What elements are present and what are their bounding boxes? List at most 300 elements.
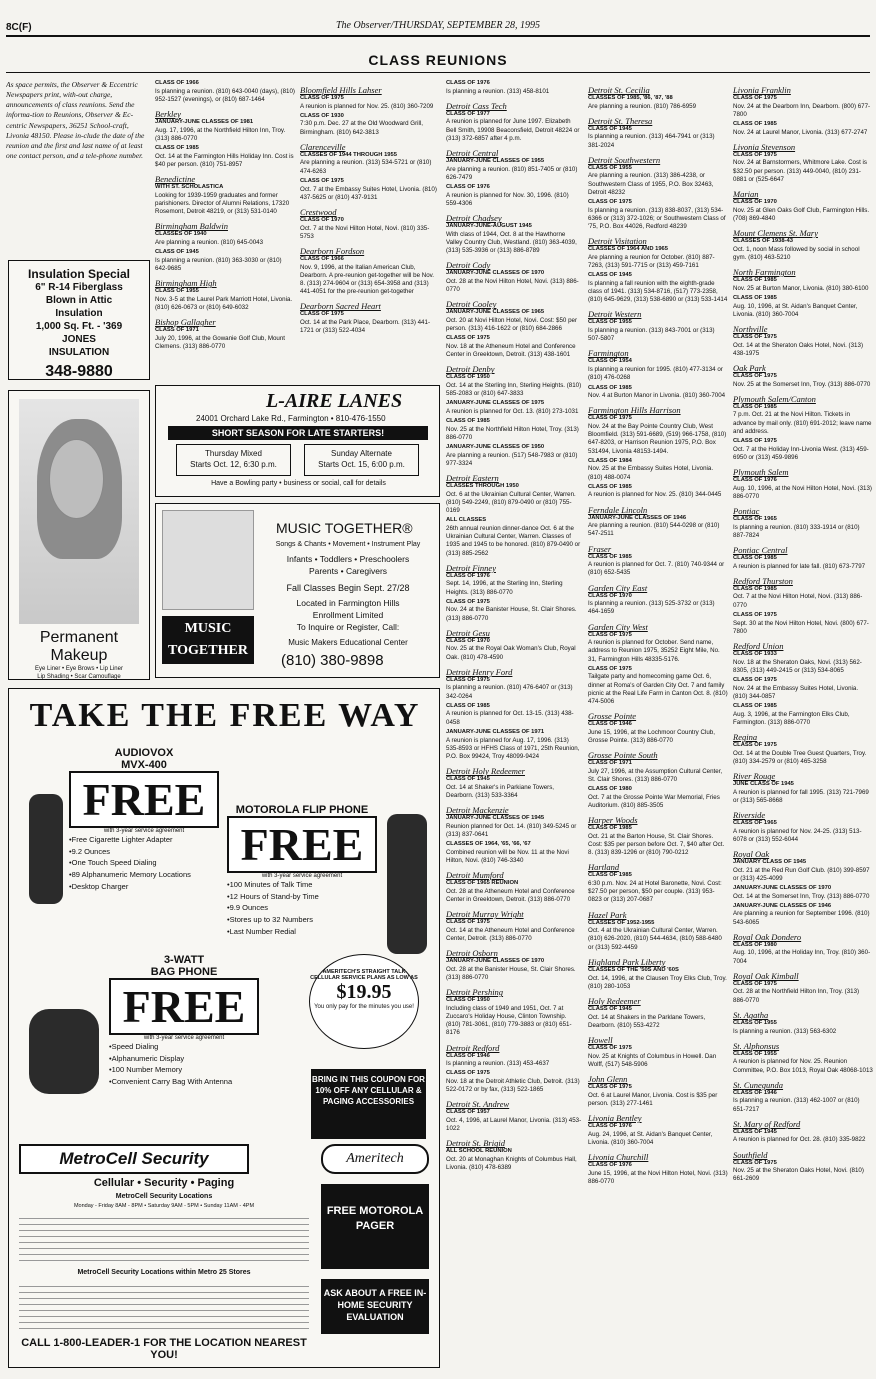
class-year: CLASSES OF THE '50S AND '60S	[588, 966, 679, 973]
reunion-detail: Oct. 14 at Shaker's in Parkiane Towers, Dearborn. (313) 533-3364	[446, 783, 555, 799]
class-year: CLASS OF 1985	[733, 294, 777, 301]
reunion-detail: Oct. 7 at the Embassy Suites Hotel, Livonia. (810) 437-5625 or (810) 437-9131	[300, 185, 437, 201]
reunion-detail: Aug. 17, 1996, at the Northfield Hilton Inn, Troy. (313) 886-0770	[155, 126, 286, 142]
reunion-detail: Sept. 30 at the Novi Hilton Hotel, Novi. (800) 677-7800	[733, 619, 869, 635]
ins-l5: JONES	[62, 334, 96, 345]
class-year: CLASS OF 1946	[733, 1089, 777, 1096]
feature-item: • One Touch Speed Dialing	[69, 857, 219, 869]
reunion-detail: June 15, 1996, at the Novi Hilton Hotel, Novi. (313) 886-0770	[588, 1169, 728, 1185]
school-heading: Detroit Eastern	[446, 473, 499, 484]
school-heading: Detroit Visitation	[588, 236, 647, 247]
reunion-detail: Oct. 7 at the Holiday Inn-Livonia West. (313) 459-6950 or (313) 459-9896	[733, 445, 869, 461]
reunion-detail: Aug. 10, 1996, at the Holiday Inn, Troy. (810) 360-7004	[733, 949, 871, 965]
school-heading: Berkley	[155, 109, 181, 120]
running-head: The Observer/THURSDAY, SEPTEMBER 28, 1995	[335, 20, 541, 31]
school-heading: Detroit Cooley	[446, 299, 497, 310]
reunion-detail: Oct. 7 at the Grosse Pointe War Memorial, Fries Auditorium. (810) 885-3505	[588, 793, 720, 810]
reunion-detail: Is planning a reunion. (313) 458-8101	[446, 87, 550, 95]
school-heading: Detroit Southwestern	[588, 154, 661, 165]
reunion-detail: Nov. 18 at the Sheraton Oaks, Novi. (313) 562-8305, (313) 449-2415 or (313) 534-8065	[733, 658, 862, 674]
reunion-detail: Is planning a reunion. (810) 363-3030 or (810) 642-9685	[155, 256, 282, 272]
reunion-detail: Nov. 18 at the Atheneum Hotel and Conference Center in Greektown, Detroit. (313) 438-1601	[446, 342, 576, 359]
audiovox-model: MVX-400	[121, 759, 167, 771]
insulation-ad	[8, 260, 150, 380]
motorola-block	[227, 804, 377, 937]
reunion-detail: A reunion is planned for October. Send name, address to Reunion 1975, 35252 Eight Mile, No. 31, Farmington Hills 48335-5176.	[588, 639, 720, 663]
class-year: CLASS OF 1965	[733, 819, 777, 826]
ins-l1: 6" R-14 Fiberglass	[35, 282, 123, 293]
school-heading: Mount Clemens St. Mary	[733, 228, 818, 239]
makeup-l1: Eye Liner • Eye Brows • Lip Liner	[35, 666, 123, 672]
class-year: CLASS OF 1975	[588, 1083, 632, 1090]
reunion-detail: Aug. 10, 1996, at the Novi Hilton Hotel, Novi. (313) 886-0770	[733, 484, 872, 500]
feature-item: • Last Number Redial	[227, 926, 377, 938]
music-l6: Enrollment Limited	[312, 610, 384, 620]
reunion-detail: Are planning a reunion for October. (810) 887-7263, (313) 591-7715 or (313) 459-7161	[588, 253, 715, 270]
bagphone-name: BAG PHONE	[150, 966, 218, 978]
audiovox-block	[69, 747, 219, 892]
class-year: CLASS OF 1985	[588, 384, 632, 391]
class-year: CLASS OF 1985	[588, 553, 632, 560]
music-l7: To Inquire or Register, Call:	[296, 622, 400, 632]
school-heading: Redford Union	[733, 640, 784, 651]
feature-item: • Free Cigarette Lighter Adapter	[69, 834, 219, 846]
reunion-detail: Is planning a reunion. (810) 643-0040 (days), (810) 952-1527 (evenings), or (810) 687-1464	[155, 87, 295, 103]
column-5	[733, 80, 873, 1370]
audiovox-phone-image	[29, 794, 63, 904]
music-ad	[155, 503, 440, 678]
ins-l4: 1,000 Sq. Ft. - '369	[35, 321, 123, 332]
school-heading: Grosse Pointe South	[588, 750, 658, 761]
school-heading: St. Agatha	[733, 1009, 769, 1020]
intro-note: As space permits, the Observer & Eccentric Newspapers print, with-out charge, announcements of class reunions. Send the informa-tion to Reunions, Observer & Ec-centric Newspapers, 36251 School-craft, Livonia 48150. Please in-clude the date of the reunion and the first and last name of at least one contact person, and a tele-phone number.	[6, 80, 145, 160]
reunion-detail: Nov. 25 at the Somerset Inn, Troy. (313) 886-0770	[733, 380, 871, 388]
music-phone: (810) 380-9898	[281, 652, 384, 669]
school-heading: Detroit Cass Tech	[446, 100, 507, 111]
class-year: CLASSES THROUGH 1950	[446, 483, 519, 490]
reunion-detail: Aug. 3, 1996, at the Farmington Elks Club, Farmington. (313) 886-0770	[733, 710, 850, 726]
reunion-detail: Nov. 25 at the Royal Oak Woman's Club, Royal Oak. (810) 478-4590	[446, 645, 576, 661]
class-year: CLASSES OF 1985, '86, '87, '88	[588, 95, 673, 101]
school-heading: Farmington Hills Harrison	[588, 405, 681, 416]
reunion-detail: A reunion is planned for Oct. 13-15. (313) 438-0458	[446, 710, 574, 726]
motorola-brand: MOTOROLA FLIP PHONE	[235, 804, 369, 816]
school-heading: Hazel Park	[588, 909, 627, 920]
class-year: CLASS OF 1975	[446, 598, 490, 605]
music-title: MUSIC TOGETHER®	[276, 520, 413, 536]
school-heading: Detroit St. Brigid	[446, 1138, 505, 1149]
reunion-detail: Is planning a reunion. (313) 525-3732 or (313) 464-1659	[588, 600, 715, 616]
school-heading: John Glenn	[588, 1073, 628, 1084]
feature-item: • Stores up to 32 Numbers	[227, 914, 377, 926]
reunion-detail: A reunion is planned for Aug. 17, 1996. (313) 535-8593 or HFHS Class of 1971, 25th Reunion, P.O. Box 99424, Troy 48099-9424	[446, 736, 580, 760]
reunion-detail: Oct. 14, 1996, at the Clausen Troy Elks Club, Troy. (810) 280-1053	[588, 974, 727, 990]
class-year: CLASS OF 1976	[588, 1122, 632, 1129]
reunion-detail: Nov. 24 at Laurel Manor, Livonia. (313) 677-2747	[733, 128, 868, 136]
makeup-title: Permanent Makeup	[39, 629, 119, 664]
class-year: CLASS OF 1985	[733, 277, 777, 284]
class-year: CLASS OF 1985	[588, 483, 632, 490]
reunion-detail: A reunion is planned for Nov. 25. Reunion Committee, P.O. Box 1013, Royal Oak 48068-1013	[733, 1058, 873, 1074]
reunion-detail: Nov. 25 at the Northfield Hilton Hotel, Troy. (313) 886-0770	[446, 425, 579, 441]
lanes-bar: SHORT SEASON FOR LATE STARTERS!	[168, 426, 428, 440]
reunion-detail: Is planning a fall reunion with the eighth-grade class of 1941. (313) 534-8716, (517) 773-2358, (810) 645-9629, (313) 538-6890 or (313) 533-1414	[588, 279, 728, 304]
children-illustration	[162, 510, 254, 610]
school-heading: Pontiac	[733, 506, 760, 516]
class-year: CLASS OF 1955	[733, 1050, 777, 1057]
bagphone-watt: 3-WATT	[163, 954, 205, 966]
school-heading: Detroit Osborn	[446, 948, 498, 959]
music-l4: Fall Classes Begin Sept. 27/28	[286, 583, 410, 593]
class-year: ALL CLASSES	[446, 517, 487, 524]
school-heading: Oak Park	[733, 362, 766, 373]
column-3	[446, 80, 582, 1370]
bagphone-features	[109, 1041, 259, 1088]
reunion-detail: Oct. 14 at the Park Place, Dearborn. (313) 441-1721 or (313) 522-4034	[300, 318, 431, 335]
school-heading: Holy Redeemer	[588, 995, 641, 1006]
music-l2: Infants • Toddlers • Preschoolers	[286, 554, 410, 564]
class-year: CLASS OF 1975	[733, 676, 777, 683]
class-year: JANUARY-JUNE-AUGUST 1945	[446, 223, 532, 230]
school-heading: Farmington	[588, 348, 629, 359]
audiovox-features	[69, 834, 219, 892]
school-heading: Crestwood	[300, 206, 337, 217]
reunion-detail: A reunion is planned for Oct. 7. (810) 740-9344 or (810) 652-5435	[588, 561, 725, 577]
reunion-detail: Is planning a reunion. (313) 838-8037, (313) 534-6366 or (313) 372-1026; or Southwestern Class of '75, P.O. Box 44026, Redford 48239	[588, 206, 726, 231]
header-rule	[6, 35, 870, 37]
school-heading: Detroit Henry Ford	[446, 666, 513, 677]
reunion-detail: A reunion is planned for Oct. 28. (810) 335-9822	[733, 1136, 866, 1144]
school-heading: St. Alphonsus	[733, 1040, 780, 1051]
reunion-detail: Oct. 20 at Novi Hilton Hotel, Novi. Cost: $50 per person. (313) 416-1622 or (810) 684-2866	[446, 316, 578, 333]
motorola-free: FREE	[227, 816, 377, 873]
school-heading: Southfield	[733, 1149, 768, 1160]
reunion-detail: Nov. 3-5 at the Laurel Park Marriott Hotel, Livonia. (810) 626-0673 or (810) 649-6032	[155, 295, 293, 311]
reunion-detail: 6:30 p.m. Nov. 24 at Hotel Baronette, Novi. Cost: $27.50 per person, $50 per couple. (313) 953-0823 or (313) 207-0687	[588, 880, 722, 904]
school-heading: Detroit Mackenzie	[446, 805, 509, 816]
feature-item: • 100 Number Memory	[109, 1064, 259, 1076]
bagphone-sub: with 3-year service agreement	[143, 1035, 225, 1041]
class-year: CLASS OF 1971	[588, 760, 632, 767]
class-year: CLASS OF 1971	[155, 327, 199, 334]
call-line[interactable]: CALL 1-800-LEADER-1 FOR THE LOCATION NEAREST YOU!	[21, 1337, 307, 1361]
reunion-detail: July 27, 1996, at the Assumption Cultural Center, St. Clair Shores. (313) 886-0770	[588, 767, 723, 784]
ins-phone: 348-9880	[45, 363, 113, 380]
audiovox-sub: with 3-year service agreement	[103, 828, 185, 834]
reunion-detail: Nov. 24 at Barnstormers, Whitmore Lake. Cost is $32.50 per person. (313) 449-0040, (810) 231-0881 or (525-6647	[733, 159, 867, 183]
class-year: CLASS OF 1955	[155, 288, 199, 295]
reunion-detail: Nov. 24 at the Dearborn Inn, Dearborn. (800) 677-7800	[733, 102, 871, 118]
makeup-ad	[8, 390, 150, 680]
bagphone-block	[109, 954, 259, 1088]
class-year: JANUARY-JUNE CLASSES OF 1970	[733, 884, 832, 891]
class-year: CLASS OF 1975	[300, 177, 344, 184]
reunion-detail: Nov. 24 at the Banister House, St. Clair Shores. (313) 886-0770	[446, 606, 577, 622]
class-year: CLASS OF 1970	[733, 199, 777, 206]
class-year: JANUARY CLASS OF 1945	[733, 858, 807, 865]
reunion-detail: Combined reunion will be Nov. 11 at the Novi Hilton, Novi. (810) 746-3340	[446, 848, 569, 864]
column-1	[6, 80, 149, 255]
ins-l3: Insulation	[55, 308, 103, 319]
reunion-detail: Oct. 7 at the Novi Hilton Hotel, Novi. (810) 335-5753	[300, 224, 430, 240]
school-heading: Highland Park Liberty	[588, 956, 666, 967]
reunion-detail: Oct. 14 at the Sheraton Oaks Hotel, Novi. (313) 438-1975	[733, 341, 864, 357]
school-heading: Livonia Franklin	[733, 85, 791, 95]
reunion-detail: A reunion is planned for Nov. 24-25. (313) 513-6078 or (313) 552-6044	[733, 827, 862, 843]
reunion-detail: Oct. 20 at Monaghan Knights of Columbus Hall, Livonia. (810) 478-6389	[446, 1156, 577, 1172]
school-heading: Riverside	[733, 809, 766, 820]
class-year: CLASS OF 1965 REUNION	[446, 880, 519, 887]
class-year: JANUARY-JUNE CLASSES OF 1970	[446, 270, 545, 277]
motorola-features	[227, 879, 377, 937]
class-year: CLASS OF 1985	[588, 872, 632, 879]
school-heading: Detroit Pershing	[446, 987, 504, 998]
music-l1: Songs & Chants • Movement • Instrument Play	[275, 541, 421, 548]
class-year: CLASS OF 1975	[446, 676, 490, 683]
reunion-detail: 7 p.m. Oct. 21 at the Novi Hilton. Tickets in advance by mail only. (810) 691-2012; leave name and address.	[733, 411, 872, 435]
class-year: CLASSES OF 1944 THROUGH 1955	[300, 151, 397, 158]
reunion-detail: Nov. 25 at Glen Oaks Golf Club, Farmington Hills. (708) 869-4840	[733, 206, 870, 222]
class-year: CLASS OF 1975	[446, 1070, 490, 1077]
school-heading: North Farmington	[733, 267, 796, 278]
reunion-detail: July 20, 1996, at the Gowanie Golf Club, Mount Clemens. (313) 886-0770	[155, 334, 286, 350]
class-year: JANUARY-JUNE CLASSES OF 1945	[446, 815, 545, 822]
class-year: CLASS OF 1975	[733, 95, 777, 101]
class-year: CLASS OF 1976	[733, 476, 777, 483]
makeup-l2: Lip Shading • Scar Camouflage	[37, 674, 121, 680]
reunion-detail: Oct. 28 at the Banister House, St. Clair Shores. (313) 886-0770	[446, 965, 576, 981]
reunion-detail: Including class of 1949 and 1951, Oct. 7 at Zuccaro's Holiday House, Clinton Township. (810) 781-3061, (810) 779-3883 or (810) 651-8176	[446, 1004, 572, 1037]
class-year: CLASS OF 1985	[733, 585, 777, 592]
class-year: CLASS OF 1975	[733, 741, 777, 748]
school-heading: Harper Woods	[588, 815, 638, 826]
class-year: CLASS OF 1933	[733, 650, 777, 657]
class-year: CLASSES OF 1964 AND 1965	[588, 246, 669, 253]
school-heading: Garden City West	[588, 621, 648, 632]
reunion-detail: Tailgate party and homecoming game Oct. 6, dinner at Roma's of Garden City Oct. 7 and family picnic at the Real Life Farm in Canton Oct. 8. (810) 474-5006	[588, 673, 728, 706]
audiovox-free: FREE	[69, 771, 219, 828]
class-year: CLASSES OF 1938-43	[733, 238, 793, 245]
reunion-detail: Is planning a reunion for 1995. (810) 477-3134 or (810) 476-0268	[588, 366, 723, 382]
class-year: CLASS OF 1975	[588, 199, 632, 206]
league-sunday: Sunday Alternate Starts Oct. 15, 6:00 p.m.	[304, 444, 419, 476]
banner-rule	[6, 72, 870, 73]
reunion-detail: A reunion is planned for Nov. 25. (810) 360-7209	[300, 102, 434, 110]
reunion-detail: Oct. 6 at the Ukrainian Cultural Center, Warren. (810) 549-2249, (810) 879-0490 or (810) 755-0169	[446, 490, 576, 515]
class-year: CLASS OF 1945	[588, 1005, 632, 1012]
reunion-detail: 26th annual reunion dinner-dance Oct. 6 at the Ukrainian Cultural Center, Warren. Classes of 1935 and 1945 to be honored. (810) 879-0490 or (313) 885-2562	[446, 525, 581, 557]
class-year: CLASS OF 1985	[733, 121, 777, 128]
bowling-ad	[155, 385, 440, 497]
music-l3: Parents • Caregivers	[308, 566, 388, 576]
metrocell-hours: Monday - Friday 8AM - 8PM • Saturday 9AM - 5PM • Sunday 11AM - 4PM	[73, 1203, 255, 1209]
reunion-detail: Are planning a reunion. (810) 786-6959	[588, 102, 697, 110]
class-year: CLASS OF 1955	[588, 164, 632, 171]
music-l8: Music Makers Educational Center	[288, 638, 408, 647]
class-year: CLASS OF 1985	[733, 403, 777, 410]
class-year: CLASS OF 1975	[733, 372, 777, 379]
reunion-detail: Oct. 14 at Shakers in the Parklane Towers, Dearborn. (810) 553-4272	[588, 1013, 706, 1029]
school-heading: Detroit St. Theresa	[588, 115, 653, 126]
class-year: JANUARY-JUNE CLASSES OF 1955	[446, 158, 545, 165]
ins-l6: INSULATION	[48, 347, 110, 358]
feature-item: • 12 Hours of Stand-by Time	[227, 891, 377, 903]
school-heading: Detroit Denby	[446, 364, 495, 375]
lanes-logo: L-AIRE LANES	[266, 390, 403, 412]
class-year: CLASS OF 1975	[733, 1159, 777, 1166]
feature-item: • Convenient Carry Bag With Antenna	[109, 1076, 259, 1088]
school-heading: Birmingham Baldwin	[155, 221, 228, 232]
league-thursday: Thursday Mixed Starts Oct. 12, 6:30 p.m.	[176, 444, 291, 476]
motorola-sub: with 3-year service agreement	[261, 873, 343, 879]
class-year: JANUARY-JUNE CLASSES OF 1965	[446, 309, 545, 316]
ins-title: Insulation Special	[27, 267, 131, 281]
reunion-detail: A reunion is planned for June 1997. Elizabeth Bell Smith, 19908 Beaconsfield, Detroit 48224 or (313) 372-6857 after 4 p.m.	[446, 118, 580, 142]
reunion-detail: Nov. 24 at the Embassy Suites Hotel, Livonia. (810) 344-0857	[733, 684, 859, 700]
reunion-detail: Oct. 21 at the Barton House, St. Clair Shores. Cost: $35 per person before Oct. 7, $40 after Oct. 8. (313) 839-1296 or (810) 790-0212	[588, 832, 725, 857]
class-year: JANUARY-JUNE CLASSES OF 1981	[155, 119, 254, 126]
class-year: CLASS OF 1965	[733, 516, 777, 522]
reunion-detail: Looking for 1939-1959 graduates and former parishioners. Director of Alumni Relations, 17320 Rosemont, Detroit 48219, or (313) 531-0140	[155, 191, 290, 216]
class-year: CLASS OF 1985	[733, 702, 777, 709]
school-heading: Livonia Churchill	[588, 1151, 649, 1162]
class-year: WITH ST. SCHOLASTICA	[155, 184, 224, 191]
lanes-address: 24001 Orchard Lake Rd., Farmington • 810-476-1550	[196, 414, 386, 423]
school-heading: Dearborn Fordson	[300, 245, 365, 256]
class-year: CLASS OF 1976	[446, 184, 490, 191]
school-heading: Northville	[733, 323, 768, 334]
class-year: CLASS OF 1945	[588, 125, 632, 132]
school-heading: Detroit Cody	[446, 260, 491, 271]
school-heading: Garden City East	[588, 582, 648, 593]
school-heading: Pontiac Central	[733, 545, 788, 556]
reunion-detail: Oct. 14 at the Atheneum Hotel and Conference Center, Detroit. (313) 886-0770	[446, 926, 575, 942]
class-year: CLASS OF 1955	[588, 319, 632, 326]
class-year: CLASS OF 1980	[588, 786, 632, 793]
reunion-detail: Nov. 4 at Burton Manor in Livonia. (810) 360-7004	[588, 392, 726, 400]
audiovox-brand: AUDIOVOX	[114, 747, 174, 759]
ins-l2: Blown in Attic	[45, 295, 113, 306]
metrocell-loc2: MetroCell Security Locations within Metro 25 Stores	[77, 1269, 251, 1276]
reunion-detail: 7:30 p.m. Dec. 27 at the Old Woodward Grill, Birmingham. (810) 642-3813	[300, 120, 424, 136]
class-year: CLASSES OF 1964, '65, '66, '67	[446, 841, 531, 848]
school-heading: Royal Oak Kimball	[733, 970, 799, 981]
school-heading: Ferndale Lincoln	[588, 504, 648, 515]
reunion-detail: Reunion planned for Oct. 14. (810) 349-5245 or (313) 837-0641	[446, 822, 577, 838]
reunion-detail: Are planning a reunion for September 1996. (810) 543-6065	[733, 910, 870, 926]
class-year: JANUARY-JUNE CLASSES OF 1971	[446, 728, 545, 735]
reunion-detail: Is planning a reunion. (313) 563-6302	[733, 1027, 837, 1035]
column-4	[588, 80, 728, 1370]
feature-item: • 9.2 Ounces	[69, 846, 219, 858]
feature-item: • 9.9 Ounces	[227, 902, 377, 914]
school-heading: Detroit St. Cecilia	[588, 85, 650, 95]
school-heading: Detroit St. Andrew	[446, 1099, 510, 1110]
bagphone-image	[29, 1009, 99, 1094]
school-heading: Detroit Chadsey	[446, 213, 502, 224]
reunion-detail: Are planning a reunion. (810) 851-7405 or (810) 626-7479	[446, 165, 578, 181]
class-year: CLASS OF 1985	[588, 825, 632, 832]
class-year: CLASS OF 1976	[446, 80, 490, 86]
ameritech-logo: Ameritech	[321, 1144, 429, 1174]
school-heading: Howell	[588, 1034, 613, 1045]
pager-offer: FREE MOTOROLA PAGER	[321, 1184, 429, 1269]
reunion-detail: Are planning a reunion. (313) 386-4238, or Southwestern Class of 1955, P.O. Box 32463, Detroit 48232	[588, 172, 714, 196]
class-year: CLASS OF 1945	[155, 249, 199, 256]
class-year: CLASS OF 1970	[588, 592, 632, 599]
reunion-detail: Oct. 1, noon Mass followed by social in school gym. (810) 463-5210	[733, 245, 860, 261]
class-year: CLASS OF 1946	[446, 1052, 490, 1059]
reunion-detail: Sept. 14, 1996, at the Sterling Inn, Sterling Heights. (313) 886-0770	[446, 580, 563, 596]
class-year: CLASS OF 1970	[446, 637, 490, 644]
school-heading: River Rouge	[733, 770, 776, 781]
class-year: CLASS OF 1984	[588, 457, 632, 464]
class-year: CLASS OF 1975	[733, 611, 777, 618]
class-year: CLASS OF 1945	[588, 272, 632, 279]
reunion-detail: Nov. 25 at the Sheraton Oaks Hotel, Novi. (810) 661-2609	[733, 1167, 864, 1183]
school-heading: Detroit Gesu	[446, 627, 490, 638]
reunion-detail: With class of 1944, Oct. 8 at the Hawthorne Valley Country Club, Westland. (810) 363-4039, (313) 535-3936 or (313) 886-8789	[446, 230, 577, 255]
bagphone-free: FREE	[109, 978, 259, 1035]
feature-item: • 100 Minutes of Talk Time	[227, 879, 377, 891]
coupon-box[interactable]: BRING IN THIS COUPON FOR 10% OFF ANY CELLULAR & PAGING ACCESSORIES	[311, 1069, 426, 1139]
class-year: CLASS OF 1975	[300, 95, 344, 101]
price-burst: AMERITECH'S STRAIGHT TALK CELLULAR SERVICE PLANS AS LOW AS $19.95 You only pay for the minutes you use!	[309, 954, 419, 1049]
page-header	[0, 0, 876, 68]
class-year: JANUARY-JUNE CLASSES OF 1946	[733, 902, 832, 909]
lanes-footer: Have a Bowling party • business or social, call for details	[211, 480, 386, 487]
reunion-detail: Are planning a reunion. (810) 544-0298 or (810) 547-2511	[588, 522, 720, 538]
reunion-detail: Is planning a reunion. (313) 453-4637	[446, 1060, 550, 1068]
class-year: CLASS OF 1975	[588, 665, 632, 672]
school-heading: Bishop Gallagher	[155, 317, 216, 328]
school-heading: Livonia Bentley	[588, 1112, 642, 1123]
class-year: CLASS OF 1976	[446, 572, 490, 579]
reunion-detail: A reunion is planned for fall 1995. (313) 721-7969 or (313) 565-8668	[733, 788, 869, 804]
reunion-detail: Is planning a reunion. (313) 462-1007 or (810) 651-7217	[733, 1097, 860, 1113]
metrocell-logo: MetroCell Security	[19, 1144, 249, 1174]
class-year: CLASS OF 1975	[733, 333, 777, 340]
class-year: CLASS OF 1946	[588, 721, 632, 728]
school-heading: Bloomfield Hills Lahser	[300, 85, 382, 95]
reunion-detail: Oct. 14 at the Sterling Inn, Sterling Heights. (810) 585-2083 or (810) 647-3833	[446, 381, 582, 398]
locations-list	[19, 1213, 309, 1263]
class-year: CLASS OF 1950	[446, 997, 490, 1004]
class-year: CLASS OF 1975	[446, 919, 490, 926]
feature-item: • Desktop Charger	[69, 881, 219, 893]
reunion-detail: Oct. 14 at the Farmington Hills Holiday Inn. Cost is $40 per person. (810) 751-8957	[155, 152, 294, 168]
free-way-headline: TAKE THE FREE WAY	[29, 697, 421, 734]
reunion-detail: Are planning a reunion. (517) 548-7983 or (810) 977-3324	[446, 451, 578, 467]
cellular-ad	[8, 688, 440, 1368]
reunion-detail: Oct. 4 at the Ukrainian Cultural Center, Warren. (810) 626-2020, (810) 544-4634, (810) 588-6480 or (313) 592-4459	[588, 927, 722, 951]
metrocell-loc: MetroCell Security Locations	[115, 1193, 213, 1200]
school-heading: Detroit Holy Redeemer	[446, 766, 525, 777]
class-year: CLASS OF 1975	[300, 311, 344, 318]
security-offer[interactable]: ASK ABOUT A FREE IN-HOME SECURITY EVALUATION	[321, 1279, 429, 1334]
reunion-detail: A reunion is planned for Nov. 25. (810) 344-0445	[588, 491, 722, 499]
class-year: JANUARY-JUNE CLASSES OF 1975	[446, 400, 545, 407]
school-heading: Livonia Stevenson	[733, 141, 796, 152]
motorola-phone-image	[387, 814, 427, 954]
class-year: CLASS OF 1975	[446, 335, 490, 342]
school-heading: Grosse Pointe	[588, 711, 637, 722]
reunion-detail: A reunion is planned for Nov. 30, 1996. (810) 559-4306	[446, 191, 569, 207]
class-year: JANUARY-JUNE CLASSES OF 1950	[446, 444, 545, 451]
class-year: JANUARY-JUNE CLASSES OF 1946	[588, 514, 687, 521]
class-year: CLASS OF 1976	[588, 1161, 632, 1168]
reunion-detail: Nov. 24 at the Bay Pointe Country Club, West Bloomfield. (313) 591-6689, (519) 966-1758, (810) 647-8203, or Harrison Reunion 1975, P.O. Box 531494, Livonia 48153-1494.	[588, 422, 727, 455]
